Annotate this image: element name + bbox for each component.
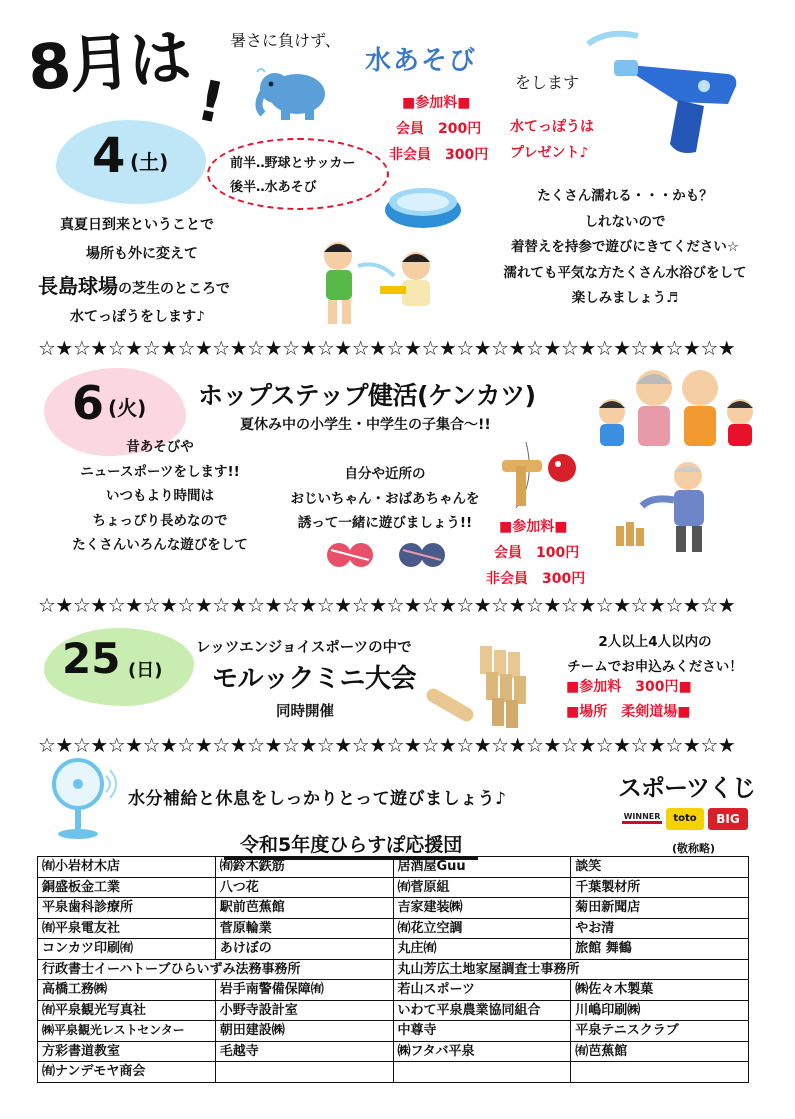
table-cell: 高橋工務㈱: [38, 980, 216, 1001]
sponsor-table: [37, 856, 749, 1083]
elephant-icon: [255, 62, 335, 122]
table-cell: 中尊寺: [393, 1021, 571, 1042]
table-cell: 川嶋印刷㈱: [571, 1000, 749, 1021]
table-cell: 方彩書道教室: [38, 1041, 216, 1062]
table-cell: ㈱フタバ平泉: [393, 1041, 571, 1062]
note-line: たくさん濡れる・・・かも？: [537, 188, 713, 204]
fee-member-1: 会員 200円: [396, 121, 482, 137]
table-cell: コンカツ印刷㈲: [38, 939, 216, 960]
place-rest: の芝生のところで: [118, 281, 230, 297]
left-line: たくさんいろんな遊びをして: [72, 537, 248, 553]
place-name-big: 長島球場: [38, 274, 118, 298]
table-cell: [571, 1062, 749, 1083]
date-num-4: 4: [92, 128, 126, 184]
table-cell: 吉家建装㈱: [393, 898, 571, 919]
table-cell: 岩手南警備保障㈲: [215, 980, 393, 1001]
table-cell: ㈱佐々木製菓: [571, 980, 749, 1001]
right-line: チームでお申込みください！: [567, 659, 743, 675]
winner-logo: WINNER: [622, 812, 662, 824]
right-line: 2人以上4人以内の: [598, 634, 712, 650]
date-week-6: (火): [108, 396, 147, 420]
fee-heading-2: ■参加料■: [499, 519, 568, 535]
table-cell: あけぼの: [215, 939, 393, 960]
present-line-1: 水てっぽうは: [510, 119, 594, 135]
table-cell: やお清: [571, 918, 749, 939]
left-line: ちょっぴり長めなので: [92, 512, 228, 529]
fee-heading-1: ■参加料■: [402, 95, 471, 111]
event1-notes: [480, 184, 770, 312]
schedule-first-half: 前半‥野球とサッカー: [230, 156, 356, 171]
star-divider-1: ☆★☆★☆★☆★☆★☆★☆★☆★☆★☆★☆★☆★☆★☆★☆★☆★☆★☆★☆★☆★: [38, 337, 736, 359]
table-cell: 千葉製材所: [571, 877, 749, 898]
table-cell: 朝田建設㈱: [215, 1021, 393, 1042]
fee-nonmember-2: 非会員 300円: [486, 571, 586, 587]
honorific-note: (敬称略): [672, 842, 716, 855]
table-cell: ㈲小岩材木店: [38, 857, 216, 878]
exclaim-mark: !: [191, 68, 231, 137]
fee-member-2: 会員 100円: [494, 545, 580, 561]
beanbag-icon: [325, 538, 455, 572]
sponsor-heading: 令和5年度ひらすぽ応援団: [224, 830, 478, 860]
star-divider-3: ☆★☆★☆★☆★☆★☆★☆★☆★☆★☆★☆★☆★☆★☆★☆★☆★☆★☆★☆★☆★: [38, 734, 736, 756]
left-line: いつもより時間は: [106, 488, 214, 504]
table-cell: 旅館 舞鶴: [571, 939, 749, 960]
table-cell: 丸庄㈲: [393, 939, 571, 960]
grandpa-throwing-icon: [612, 456, 732, 556]
big-logo: BIG: [708, 808, 748, 830]
table-cell: いわて平泉農業協同組合: [393, 1000, 571, 1021]
toto-logo: toto: [666, 808, 704, 830]
table-cell: 行政書士イーハトーブひらいずみ法務事務所: [38, 959, 394, 980]
table-cell: ㈲芭蕉館: [571, 1041, 749, 1062]
month-title: 8月は: [25, 20, 192, 105]
kids-water-play-icon: [298, 236, 458, 328]
table-cell: 菅原輪業: [215, 918, 393, 939]
table-cell: 毛越寺: [215, 1041, 393, 1062]
kenkatsu-subtitle: 夏休み中の小学生・中学生の子集合～!!: [240, 417, 491, 433]
table-row: [38, 1021, 749, 1042]
note-line: 楽しみましょう♬: [571, 290, 679, 306]
place-3: ■場所 柔剣道場■: [566, 704, 691, 720]
table-cell: ㈲平泉観光写真社: [38, 1000, 216, 1021]
kuji-logos: [622, 806, 752, 832]
fee-nonmember-1: 非会員 300円: [389, 147, 489, 163]
footer-message: 水分補給と休息をしっかりとって遊びましょう♪: [128, 789, 507, 809]
table-row: [38, 1041, 749, 1062]
table-row: [38, 980, 749, 1001]
table-row: [38, 857, 749, 878]
note-line: しれないので: [584, 213, 666, 230]
table-cell: 駅前芭蕉館: [215, 898, 393, 919]
star-divider-2: ☆★☆★☆★☆★☆★☆★☆★☆★☆★☆★☆★☆★☆★☆★☆★☆★☆★☆★☆★☆★: [38, 594, 736, 616]
table-cell: 平泉歯科診療所: [38, 898, 216, 919]
family-icon: [592, 362, 762, 448]
date-num-6: 6: [72, 376, 105, 430]
table-cell: 小野寺設計室: [215, 1000, 393, 1021]
intro-text: 暑さに負けず、: [230, 31, 341, 50]
event1-desc-1: 真夏日到来ということで: [60, 217, 214, 233]
molkky-pins-icon: [420, 642, 540, 732]
schedule-oval: [207, 138, 389, 210]
table-cell: 八つ花: [215, 877, 393, 898]
mizu-asobi-title: 水あそび: [365, 46, 478, 76]
event3-right-text: [540, 630, 770, 680]
event2-middle-text: [270, 462, 500, 536]
table-cell: 居酒屋Guu: [393, 857, 571, 878]
wo-shimasu-text: をします: [515, 73, 580, 92]
table-row: [38, 1000, 749, 1021]
kenkatsu-title: ホップステップ健活(ケンカツ): [198, 381, 536, 410]
kendama-icon: [496, 432, 586, 512]
date-num-25: 25: [62, 634, 121, 683]
date-week-25: (日): [128, 660, 163, 681]
molkky-title: モルックミニ大会: [212, 664, 417, 694]
fan-icon: [40, 754, 120, 840]
sports-kuji-title: スポーツくじ: [618, 774, 756, 802]
table-row: [38, 918, 749, 939]
table-cell: 丸山芳広土地家屋調査士事務所: [393, 959, 749, 980]
table-cell: [215, 1062, 393, 1083]
date-week-4: (土): [130, 150, 169, 174]
table-cell: ㈲ナンデモヤ商会: [38, 1062, 216, 1083]
pool-icon: [383, 180, 463, 230]
table-cell: ㈱平泉観光レストセンター: [38, 1021, 216, 1042]
middle-line: 自分や近所の: [344, 466, 426, 482]
event3-line3: 同時開催: [276, 704, 334, 720]
event3-line1: レッツエンジョイスポーツの中で: [196, 640, 412, 656]
left-line: 昔あそびや: [126, 439, 194, 455]
left-line: ニュースポーツをします!!: [80, 463, 240, 480]
table-cell: ㈲平泉電友社: [38, 918, 216, 939]
table-cell: [393, 1062, 571, 1083]
event1-place: [38, 270, 230, 299]
middle-line: 誘って一緒に遊びましょう!!: [297, 515, 473, 531]
table-cell: ㈲菅原組: [393, 877, 571, 898]
table-cell: 若山スポーツ: [393, 980, 571, 1001]
event1-desc-2: 場所も外に変えて: [86, 246, 198, 262]
note-line: 濡れても平気な方たくさん水浴びをして: [503, 264, 747, 281]
table-cell: 談笑: [571, 857, 749, 878]
table-cell: ㈲鈴木鉄筋: [215, 857, 393, 878]
fee-3: ■参加料 300円■: [566, 679, 692, 695]
table-row: [38, 877, 749, 898]
table-row: [38, 898, 749, 919]
table-cell: ㈲花立空調: [393, 918, 571, 939]
note-line: 着替えを持参で遊びにきてください☆: [510, 239, 740, 255]
table-row: [38, 959, 749, 980]
table-row: [38, 939, 749, 960]
present-line-2: プレゼント♪: [510, 145, 589, 161]
event1-desc-3: 水てっぽうをします♪: [70, 309, 205, 325]
schedule-second-half: 後半‥水あそび: [230, 180, 317, 195]
table-cell: 平泉テニスクラブ: [571, 1021, 749, 1042]
table-cell: 菊田新聞店: [571, 898, 749, 919]
event2-left-text: [40, 435, 280, 558]
middle-line: おじいちゃん・おばあちゃんを: [290, 490, 480, 507]
water-gun-icon: [578, 24, 748, 164]
table-cell: 銅盛板金工業: [38, 877, 216, 898]
table-row: [38, 1062, 749, 1083]
